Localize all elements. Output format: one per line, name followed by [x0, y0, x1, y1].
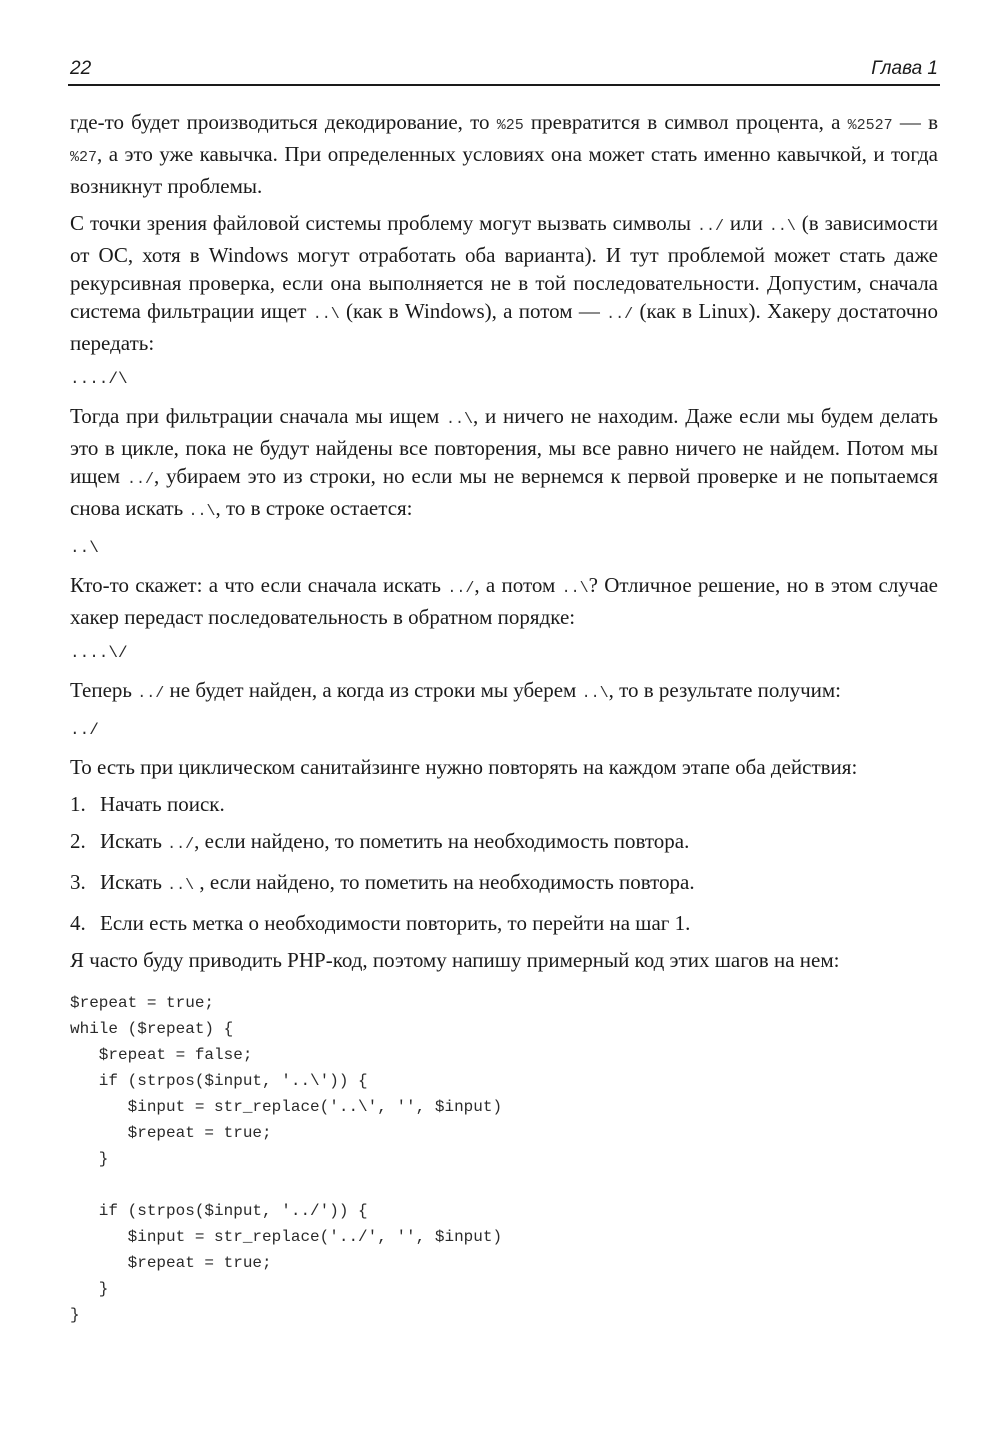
inline-code: ..\: [768, 218, 796, 235]
inline-code: ../: [606, 306, 634, 323]
code-line: $input = str_replace('..\', '', $input): [127, 1098, 503, 1116]
code-line: $input = str_replace('../', '', $input): [127, 1228, 503, 1246]
steps-list: [70, 790, 938, 937]
inline-code: %25: [496, 117, 524, 134]
inline-code: ..\: [581, 685, 609, 702]
paragraph-1: где-то будет производиться декодирование, то %25 превратится в символ процента, а %2527 — в %27, а это уже кавычка. При определенных условиях она может стать именно кавычкой, и тогда возникнут проблемы.: [70, 110, 938, 198]
code-line: }: [98, 1280, 109, 1298]
code-line: }: [98, 1150, 109, 1168]
inline-code: ..\: [561, 580, 589, 597]
code-line: }: [70, 1306, 80, 1324]
paragraph-6: То есть при циклическом санитайзинге нужно повторять на каждом этапе оба действия:: [70, 755, 858, 779]
inline-code: ../: [447, 580, 475, 597]
php-code-block: [70, 990, 938, 1328]
inline-code: ../: [137, 685, 165, 702]
code-example-4: ../: [70, 721, 99, 739]
inline-code: ../: [167, 836, 195, 853]
inline-code: ..\: [446, 411, 474, 428]
code-line: while ($repeat) {: [70, 1020, 234, 1038]
page-number: 22: [70, 58, 92, 79]
inline-code: ..\: [167, 877, 195, 894]
paragraph-7: Я часто буду приводить PHP-код, поэтому напишу примерный код этих шагов на нем:: [70, 948, 840, 972]
paragraph-4: Кто-то скажет: а что если сначала искать ../, а потом ..\? Отличное решение, но в этом случае хакер передаст последовательность в обратном порядке:: [70, 573, 938, 629]
inline-code: ../: [126, 471, 154, 488]
code-example-2: ..\: [70, 539, 99, 557]
code-example-3: ....\/: [70, 644, 128, 662]
chapter-title: Глава 1: [871, 58, 938, 79]
page-body: [70, 108, 938, 1328]
code-line: if (strpos($input, '../')) {: [98, 1202, 368, 1220]
paragraph-3: Тогда при фильтрации сначала мы ищем ..\, и ничего не находим. Даже если мы будем делать это в цикле, пока не будут найдены все повторения, мы все равно ничего не найдем. Потом мы ищем ../, убираем это из строки, но если мы не вернемся к первой проверке и не попытаемся снова искать ..\, то в строке остается:: [70, 404, 938, 520]
list-item: 4. Если есть метка о необходимости повторить, то перейти на шаг 1.: [70, 911, 691, 935]
inline-code: ../: [696, 218, 724, 235]
code-line: $repeat = false;: [98, 1046, 253, 1064]
list-item: 3. Искать ..\ , если найдено, то пометить на необходимость повтора.: [70, 870, 695, 894]
code-line: $repeat = true;: [70, 994, 215, 1012]
code-line: if (strpos($input, '..\')) {: [98, 1072, 368, 1090]
code-example-1: ..../\: [70, 370, 128, 388]
paragraph-2: С точки зрения файловой системы проблему могут вызвать символы ../ или ..\ (в зависимости от ОС, хотя в Windows могут отработать оба варианта). И тут проблемой может стать даже рекурсивная проверка, если она выполняется не в той последовательности. Допустим, сначала система фильтрации ищет ..\ (как в Windows), а потом — ../ (как в Linux). Хакеру достаточно передать:: [70, 211, 939, 355]
running-header: [68, 56, 940, 86]
inline-code: %2527: [847, 117, 893, 134]
code-line: $repeat = true;: [127, 1254, 272, 1272]
list-item: 1. Начать поиск.: [70, 792, 225, 816]
inline-code: ..\: [312, 306, 340, 323]
paragraph-5: Теперь ../ не будет найден, а когда из строки мы уберем ..\, то в результате получим:: [70, 678, 842, 702]
code-line: $repeat = true;: [127, 1124, 272, 1142]
inline-code: %27: [70, 149, 98, 166]
list-item: 2. Искать ../, если найдено, то пометить на необходимость повтора.: [70, 829, 690, 853]
inline-code: ..\: [188, 503, 216, 520]
